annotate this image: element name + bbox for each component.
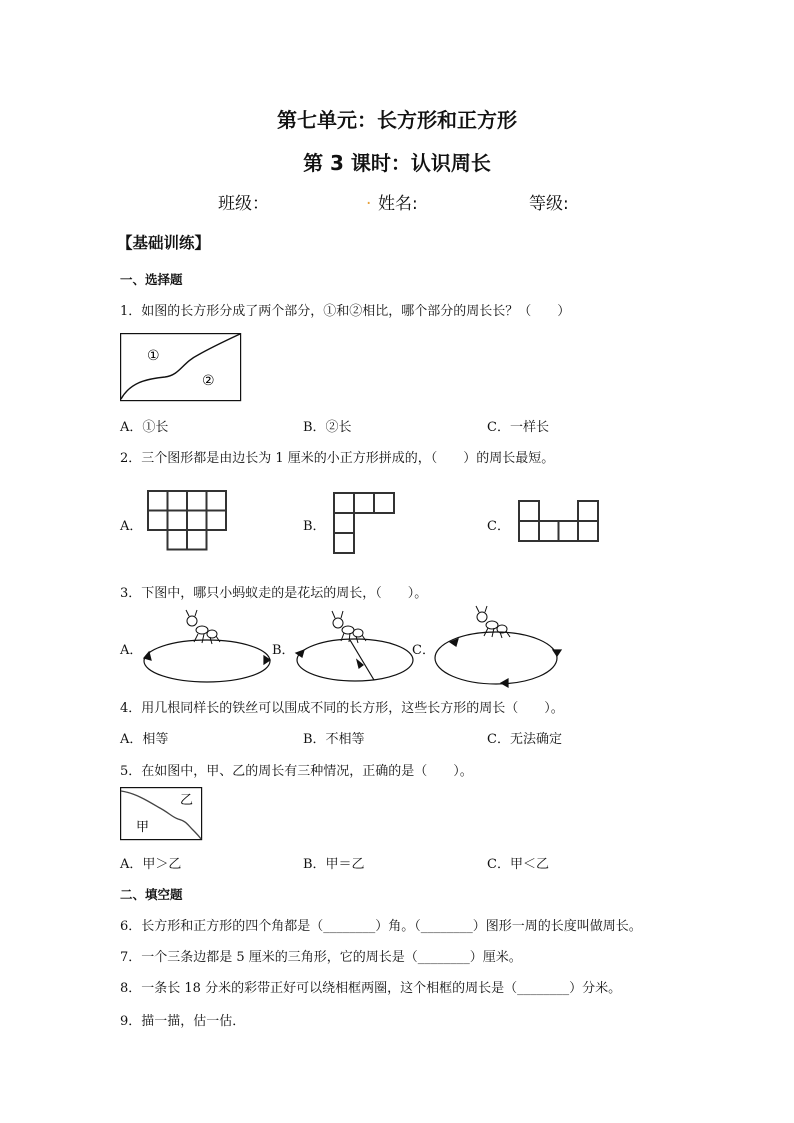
q5-label-jia: 甲: [136, 820, 150, 835]
separator-dot: .: [366, 189, 372, 209]
q3-ant-a: [186, 610, 220, 644]
q5-option-a[interactable]: A．甲＞乙: [120, 857, 182, 872]
question-8: 8．一条长 18 分米的彩带正好可以绕相框两圈，这个相框的周长是（________）分米。: [120, 981, 622, 996]
section-fill-blank: 二、填空题: [120, 887, 183, 902]
q1-label-1: ①: [147, 348, 160, 364]
question-1: 1．如图的长方形分成了两个部分，①和②相比，哪个部分的周长长？（ ）: [120, 304, 571, 319]
section-basic-training: 【基础训练】: [117, 234, 211, 252]
question-4: 4．用几根同样长的铁丝可以围成不同的长方形，这些长方形的周长（ ）。: [120, 701, 564, 716]
q3-figure-a: [140, 608, 275, 686]
q2-figure-b: [333, 492, 395, 556]
grade-label: 等级:: [529, 194, 569, 214]
q1-rectangle-figure: [120, 333, 242, 403]
question-3: 3．下图中，哪只小蚂蚁走的是花坛的周长，（ ）。: [120, 586, 428, 601]
q4-option-c[interactable]: C．无法确定: [487, 732, 562, 747]
question-5: 5．在如图中，甲、乙的周长有三种情况，正确的是（ ）。: [120, 764, 473, 779]
question-7: 7．一个三条边都是 5 厘米的三角形，它的周长是（________）厘米。: [120, 950, 522, 965]
q2-option-b[interactable]: B．: [303, 519, 326, 534]
q3-option-b[interactable]: B．: [272, 643, 295, 658]
name-label: 姓名:: [378, 194, 418, 214]
question-9: 9．描一描，估一估．: [120, 1014, 246, 1029]
q3-figure-b: [292, 608, 417, 686]
q2-option-a[interactable]: A．: [120, 519, 143, 534]
q1-option-c[interactable]: C．一样长: [487, 420, 549, 435]
q4-option-a[interactable]: A．相等: [120, 732, 169, 747]
q5-rectangle-figure: [120, 787, 203, 841]
q3-ant-b: [332, 611, 366, 643]
section-multiple-choice: 一、选择题: [120, 272, 183, 287]
q1-label-2: ②: [202, 373, 215, 389]
page-title: 第七单元：长方形和正方形: [277, 108, 517, 132]
page-subtitle: 第 3 课时：认识周长: [303, 151, 491, 175]
question-2: 2．三个图形都是由边长为 1 厘米的小正方形拼成的，（ ）的周长最短。: [120, 451, 555, 466]
question-6: 6．长方形和正方形的四个角都是（________）角。（________）图形一周的长度叫做周长。: [120, 919, 642, 934]
q5-option-c[interactable]: C．甲＜乙: [487, 857, 549, 872]
q2-figure-c: [518, 500, 600, 544]
q2-option-c[interactable]: C．: [487, 519, 510, 534]
q1-option-b[interactable]: B．②长: [303, 420, 352, 435]
q2-figure-a: [147, 490, 227, 552]
q1-option-a[interactable]: A．①长: [120, 420, 169, 435]
q3-option-c[interactable]: C．: [412, 643, 435, 658]
q5-option-b[interactable]: B．甲＝乙: [303, 857, 365, 872]
q5-label-yi: 乙: [180, 793, 194, 808]
q3-option-a[interactable]: A．: [120, 643, 143, 658]
q3-figure-c: [432, 608, 567, 688]
q4-option-b[interactable]: B．不相等: [303, 732, 365, 747]
class-label: 班级：: [218, 194, 269, 214]
